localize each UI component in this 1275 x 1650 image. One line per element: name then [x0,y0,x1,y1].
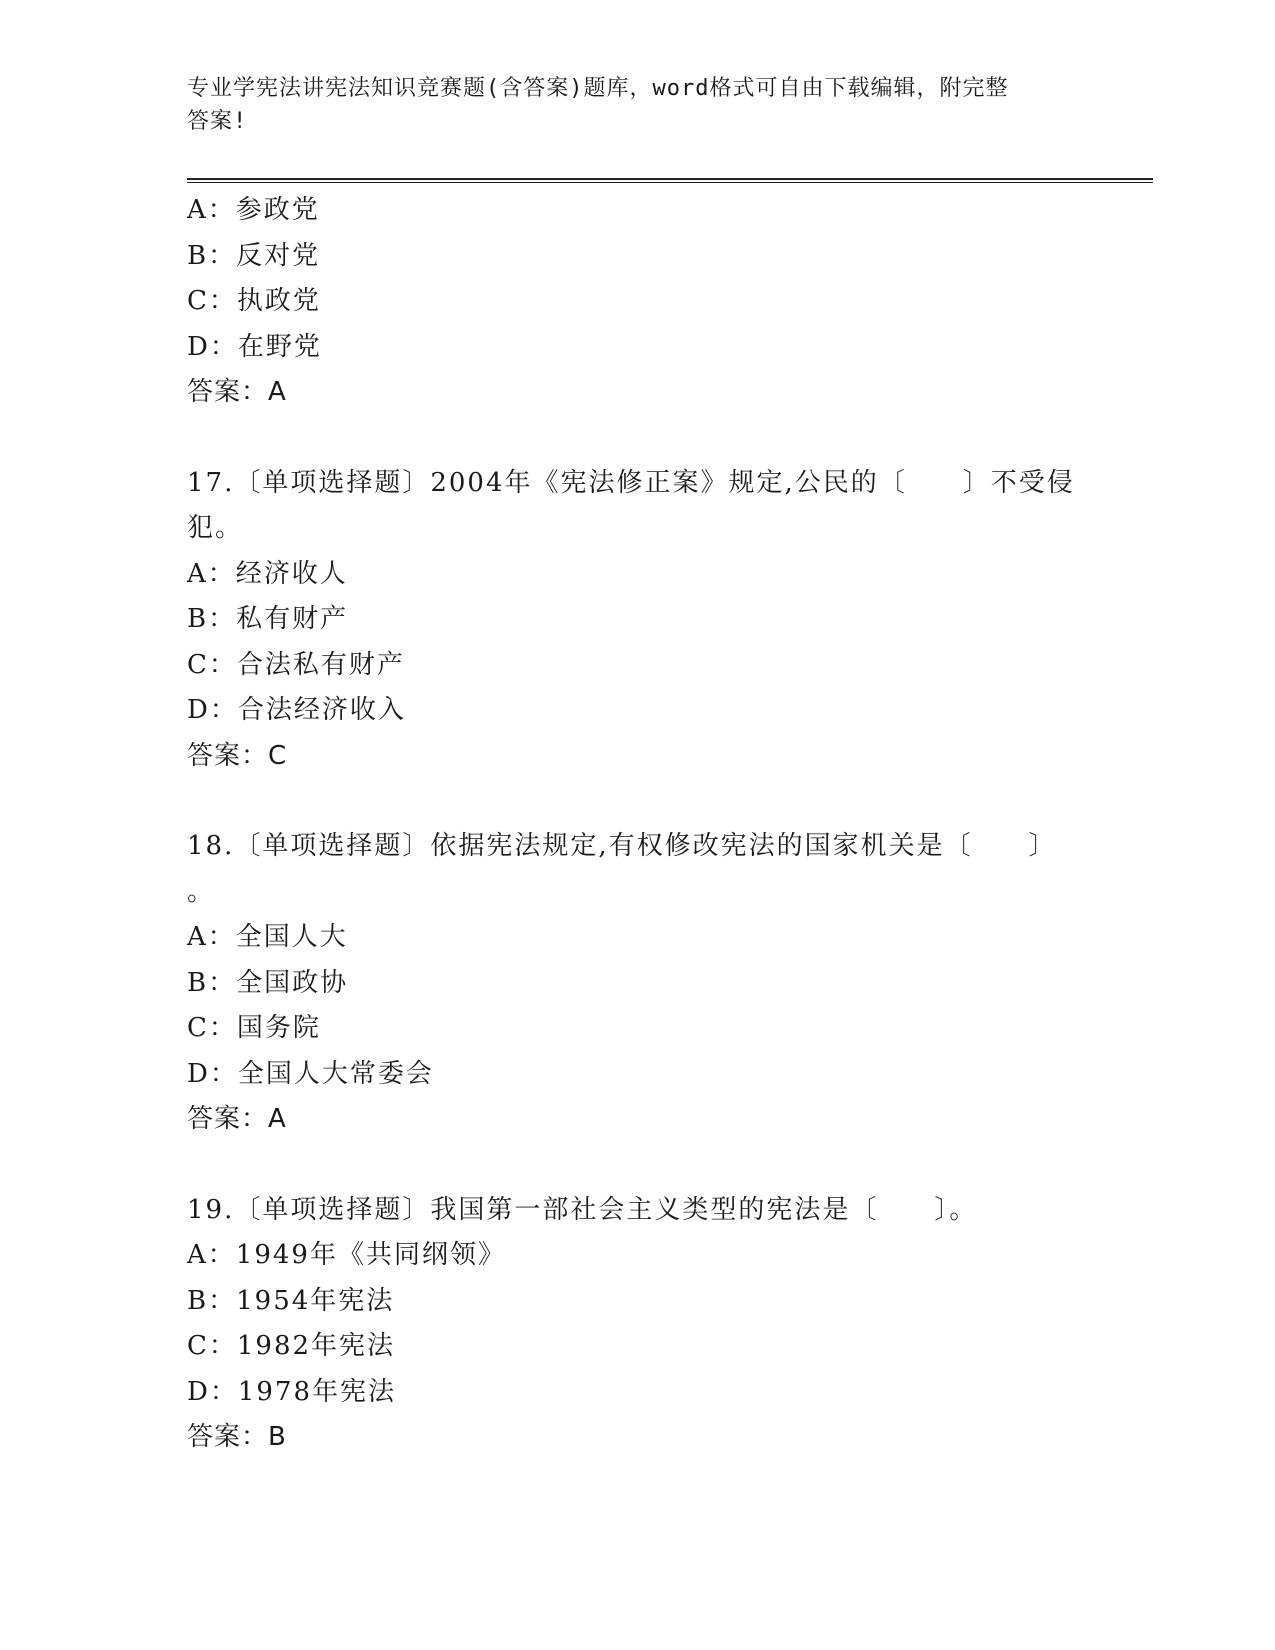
option-d: D：全国人大常委会 [187,1058,434,1089]
option-d: D：1978年宪法 [187,1376,397,1407]
question-stem-continued: 。 [187,876,216,907]
spacer [187,1143,1087,1188]
question-stem: 18.〔单项选择题〕依据宪法规定,有权修改宪法的国家机关是〔 〕 [187,831,1057,861]
option-c: C：国务院 [187,1013,321,1043]
option-c: C：1982年宪法 [187,1331,396,1361]
question-stem: 17.〔单项选择题〕2004年《宪法修正案》规定,公民的〔 〕不受侵 [187,467,1075,498]
option-b: B：1954年宪法 [187,1285,395,1316]
option-a: A：1949年《共同纲领》 [187,1240,506,1270]
question-list [187,188,1087,1461]
question-18 [187,824,1087,1143]
option-a: A：经济收人 [187,558,348,589]
option-b: B：全国政协 [187,967,349,998]
option-c: C：执政党 [187,286,321,316]
option-d: D：合法经济收入 [187,695,406,725]
option-d: D：在野党 [187,331,322,362]
header-divider [187,178,1153,183]
question-stem-continued: 犯。 [187,513,244,543]
option-c: C：合法私有财产 [187,649,405,680]
document-header [187,72,1087,138]
header-line-2: 答案! [187,109,248,134]
option-a: A：参政党 [187,195,320,225]
answer: 答案：C [187,740,288,771]
option-b: B：反对党 [187,240,321,271]
answer: 答案：A [187,1104,287,1134]
question-19 [187,1188,1087,1461]
question-stem: 19.〔单项选择题〕我国第一部社会主义类型的宪法是〔 〕。 [187,1194,978,1225]
spacer [187,416,1087,461]
option-b: B：私有财产 [187,604,349,634]
spacer [187,779,1087,824]
question-17 [187,461,1087,780]
option-a: A：全国人大 [187,922,348,952]
answer: 答案：A [187,377,287,407]
question-16 [187,188,1087,416]
header-line-1: 专业学宪法讲宪法知识竞赛题(含答案)题库，word格式可自由下载编辑，附完整 [187,76,1009,101]
answer: 答案：B [187,1422,287,1452]
